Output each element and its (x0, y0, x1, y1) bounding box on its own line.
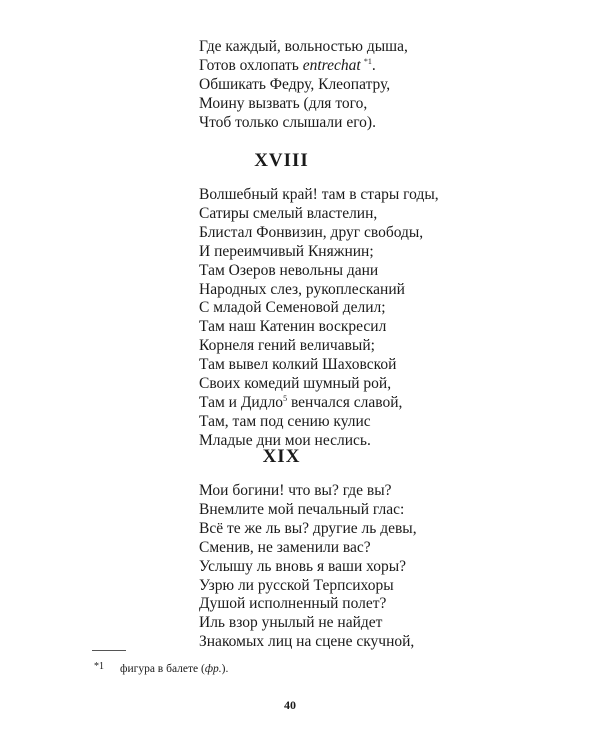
punctuation: . (371, 56, 376, 74)
verse-line: Обшикать Федру, Клеопатру, (199, 75, 391, 93)
verse-line: Там Озеров невольны дани (199, 261, 379, 279)
footnote-text: фигура в балете ( (120, 663, 205, 675)
verse-line (199, 57, 408, 76)
verse-line: Своих комедий шумный рой, (199, 375, 392, 393)
verse-line: Мои богини! что вы? где вы? (199, 482, 392, 499)
verse-line: Всё те же ль вы? другие ль девы, (199, 519, 417, 537)
stanza-heading-xviii: XVIII (254, 150, 309, 171)
verse-line: Там наш Катенин воскресил (199, 318, 387, 336)
footnote (94, 661, 228, 675)
entrechat-word: entrechat (302, 56, 361, 74)
verse-line: Услышу ль вновь я ваши хоры? (199, 557, 407, 575)
verse-line: Сменив, не заменили вас? (199, 538, 371, 556)
verse-line: Сатиры смелый властелин, (199, 204, 378, 222)
verse-line: Душой исполненный полет? (199, 595, 387, 613)
verse-line-text: Там и Дидло (199, 393, 284, 411)
verse-line: Внемлите мой печальный глас: (199, 500, 405, 518)
footnote-reference: 5 (283, 393, 288, 403)
page-number: 40 (284, 698, 296, 712)
footnote-reference: *1 (363, 56, 372, 66)
verse-line: Знакомых лиц на сцене скучной, (199, 633, 415, 651)
stanza-xviii (199, 186, 439, 451)
verse-line-tail: венчался славой, (287, 393, 403, 411)
verse-line: Чтоб только слышали его). (199, 113, 376, 131)
verse-line: Там, там под сению кулис (199, 412, 371, 430)
verse-line: С младой Семеновой делил; (199, 299, 386, 317)
verse-line: Волшебный край! там в стары годы, (199, 186, 439, 203)
verse-line: Моину вызвать (для того, (199, 94, 368, 112)
verse-line-text: Готов охлопать (199, 56, 303, 74)
footnote-abbreviation: фр. (204, 663, 222, 675)
footnote-marker: *1 (94, 661, 104, 672)
verse-line (199, 394, 439, 413)
footnote-divider (92, 650, 126, 651)
verse-line: Народных слез, рукоплесканий (199, 280, 405, 298)
stanza-xix (199, 482, 417, 652)
stanza-continuation (199, 38, 408, 133)
verse-line: Блистал Фонвизин, друг свободы, (199, 223, 424, 241)
verse-line: Корнеля гений величавый; (199, 337, 375, 355)
verse-line: Иль взор унылый не найдет (199, 614, 383, 632)
verse-line: Узрю ли русской Терпсихоры (199, 576, 394, 594)
footnote-tail: ). (221, 663, 229, 675)
stanza-heading-xix: XIX (262, 446, 301, 467)
verse-line: Где каждый, вольностью дыша, (199, 38, 408, 55)
verse-line: И переимчивый Княжнин; (199, 242, 374, 260)
verse-line: Младые дни мои неслись. (199, 431, 371, 449)
verse-line: Там вывел колкий Шаховской (199, 356, 397, 374)
